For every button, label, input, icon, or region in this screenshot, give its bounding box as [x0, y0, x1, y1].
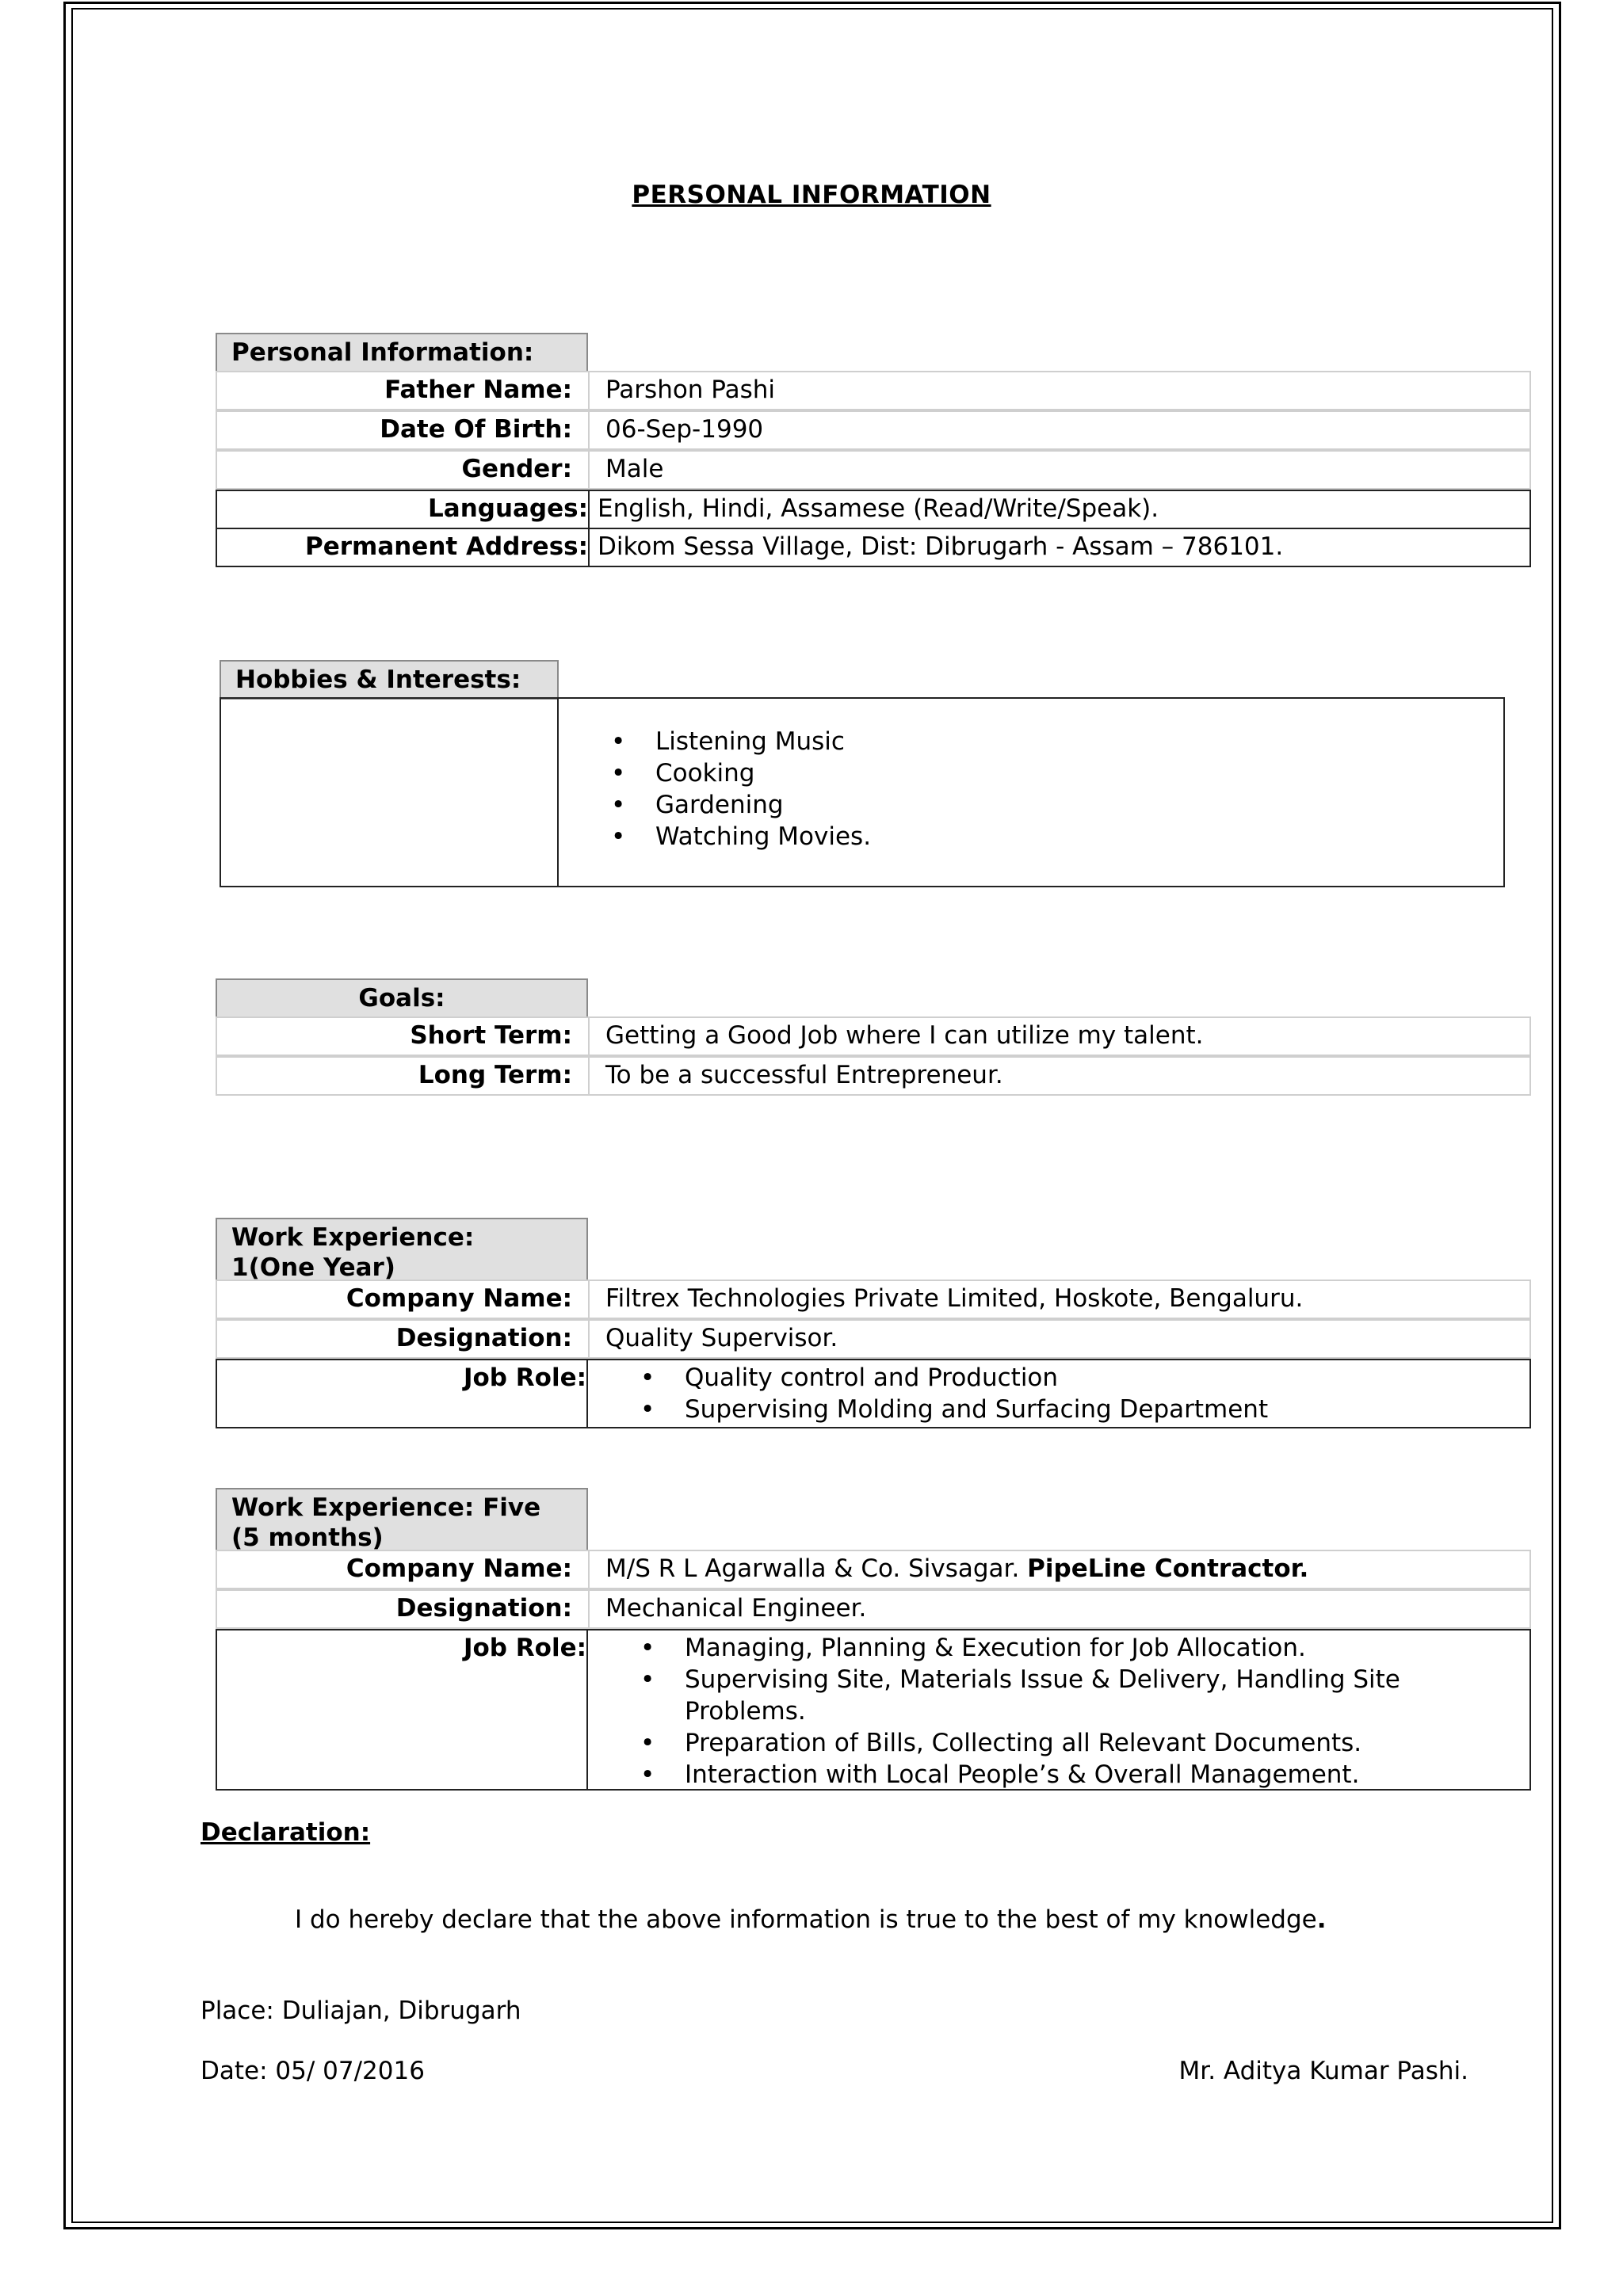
- gender-label: Gender:: [461, 455, 572, 483]
- father-name-label: Father Name:: [384, 376, 572, 404]
- father-name-value: Parshon Pashi: [588, 372, 1529, 409]
- list-item: • Gardening: [655, 789, 871, 821]
- page-title: PERSONAL INFORMATION: [632, 181, 991, 209]
- signature-name: Mr. Aditya Kumar Pashi.: [1178, 2057, 1468, 2085]
- work2-job-role-label: Job Role:: [463, 1634, 586, 1662]
- list-item: • Quality control and Production: [685, 1362, 1268, 1394]
- hobbies-list: [655, 726, 871, 852]
- personal-info-header: Personal Information:: [216, 333, 588, 372]
- work1-job-role-list: [685, 1362, 1268, 1425]
- row-short-term: [216, 1016, 1531, 1056]
- row-gender: [216, 450, 1531, 490]
- list-item: • Cooking: [655, 757, 871, 789]
- short-term-label: Short Term:: [410, 1021, 572, 1050]
- work2-header-line2: (5 months): [231, 1524, 384, 1552]
- work1-job-role-label: Job Role:: [463, 1363, 586, 1392]
- row-work1-company: [216, 1280, 1531, 1319]
- dob-label: Date Of Birth:: [380, 415, 572, 444]
- work2-company-name: M/S R L Agarwalla & Co. Sivsagar.: [605, 1554, 1020, 1583]
- work1-designation-value: Quality Supervisor.: [588, 1321, 1529, 1357]
- work2-header: [216, 1488, 588, 1551]
- languages-label: Languages:: [428, 494, 588, 523]
- work1-job-role-divider: [586, 1360, 588, 1427]
- list-item: • Managing, Planning & Execution for Job Allocation.: [685, 1632, 1477, 1664]
- row-work1-designation: [216, 1319, 1531, 1359]
- work2-company-label: Company Name:: [346, 1554, 572, 1583]
- work1-designation-label: Designation:: [395, 1324, 572, 1352]
- hobbies-divider: [557, 699, 559, 886]
- work2-company-value: [588, 1551, 1529, 1588]
- list-item: • Preparation of Bills, Collecting all Relevant Documents.: [685, 1727, 1477, 1759]
- work2-company-type: PipeLine Contractor.: [1027, 1554, 1309, 1583]
- work1-header-line1: Work Experience:: [231, 1223, 475, 1252]
- work1-company-label: Company Name:: [346, 1284, 572, 1313]
- work2-designation-label: Designation:: [395, 1594, 572, 1623]
- address-label: Permanent Address:: [304, 532, 588, 561]
- work1-header: [216, 1218, 588, 1281]
- date: Date: 05/ 07/2016: [200, 2057, 425, 2085]
- row-work2-job-role: [216, 1629, 1531, 1791]
- place: Place: Duliajan, Dibrugarh: [200, 1997, 521, 2025]
- row-permanent-address: [216, 528, 1531, 567]
- hobbies-box: [220, 697, 1505, 887]
- list-item: • Watching Movies.: [655, 821, 871, 852]
- row-work2-company: [216, 1550, 1531, 1589]
- list-item: • Listening Music: [655, 726, 871, 757]
- long-term-value: To be a successful Entrepreneur.: [588, 1058, 1529, 1094]
- short-term-value: Getting a Good Job where I can utilize my talent.: [588, 1018, 1529, 1055]
- declaration-text: [295, 1905, 1327, 1934]
- goals-header: Goals:: [216, 978, 588, 1018]
- row-work2-designation: [216, 1589, 1531, 1629]
- work1-header-line2: 1(One Year): [231, 1253, 395, 1282]
- row-languages: [216, 490, 1531, 529]
- list-item: • Supervising Site, Materials Issue & Delivery, Handling Site Problems.: [685, 1664, 1477, 1727]
- address-value: Dikom Sessa Village, Dist: Dibrugarh - Assam – 786101.: [588, 529, 1529, 566]
- long-term-label: Long Term:: [418, 1061, 572, 1089]
- dob-value: 06-Sep-1990: [588, 412, 1529, 448]
- hobbies-header: Hobbies & Interests:: [220, 660, 559, 700]
- languages-value: English, Hindi, Assamese (Read/Write/Speak).: [588, 491, 1529, 528]
- declaration-heading: Declaration:: [200, 1818, 371, 1847]
- work2-designation-value: Mechanical Engineer.: [588, 1591, 1529, 1627]
- list-item: • Supervising Molding and Surfacing Department: [685, 1394, 1268, 1425]
- work2-job-role-divider: [586, 1630, 588, 1789]
- work2-job-role-list: [685, 1632, 1477, 1791]
- declaration-sentence: I do hereby declare that the above information is true to the best of my knowledge: [295, 1905, 1317, 1934]
- row-long-term: [216, 1056, 1531, 1096]
- row-date-of-birth: [216, 410, 1531, 450]
- declaration-period: .: [1316, 1905, 1327, 1934]
- work1-company-value: Filtrex Technologies Private Limited, Hoskote, Bengaluru.: [588, 1281, 1529, 1318]
- work2-header-line1: Work Experience: Five: [231, 1493, 541, 1522]
- row-father-name: [216, 371, 1531, 410]
- row-work1-job-role: [216, 1359, 1531, 1428]
- gender-value: Male: [588, 452, 1529, 488]
- list-item: • Interaction with Local People’s & Overall Management.: [685, 1759, 1477, 1791]
